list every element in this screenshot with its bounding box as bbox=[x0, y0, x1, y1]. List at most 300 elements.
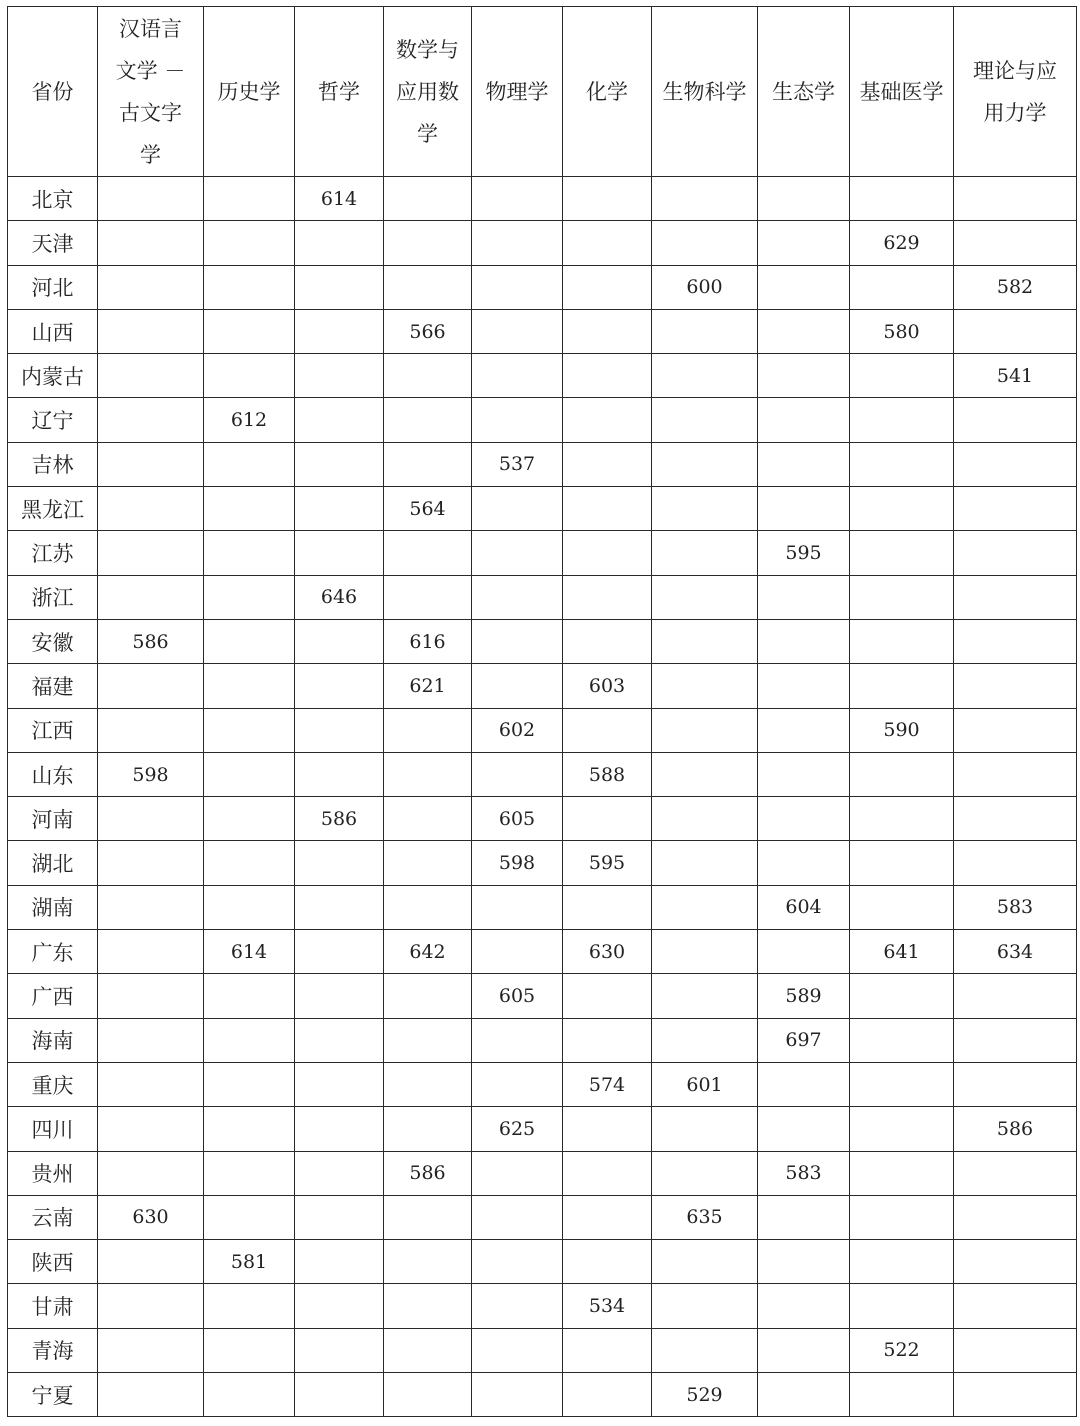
score-cell bbox=[295, 398, 384, 442]
table-row bbox=[8, 1328, 1077, 1372]
score-cell bbox=[295, 531, 384, 575]
score-cell bbox=[295, 708, 384, 752]
score-cell: 583 bbox=[758, 1151, 850, 1195]
score-cell bbox=[295, 974, 384, 1018]
score-cell bbox=[954, 487, 1077, 531]
score-cell bbox=[758, 664, 850, 708]
score-cell bbox=[850, 1284, 954, 1328]
score-cell bbox=[98, 1328, 204, 1372]
score-cell bbox=[954, 619, 1077, 663]
table-row bbox=[8, 354, 1077, 398]
score-cell bbox=[758, 930, 850, 974]
score-cell bbox=[563, 708, 652, 752]
score-cell bbox=[295, 841, 384, 885]
score-cell bbox=[98, 221, 204, 265]
score-cell: 603 bbox=[563, 664, 652, 708]
score-cell bbox=[204, 619, 295, 663]
score-cell bbox=[563, 1373, 652, 1417]
province-cell: 广西 bbox=[8, 974, 98, 1018]
score-cell bbox=[758, 1195, 850, 1239]
header-chinese-paleography bbox=[98, 7, 204, 177]
score-cell bbox=[384, 177, 472, 221]
table-row bbox=[8, 930, 1077, 974]
header-history bbox=[204, 7, 295, 177]
table-row bbox=[8, 221, 1077, 265]
header-line: 生态学 bbox=[772, 79, 835, 104]
score-cell bbox=[98, 885, 204, 929]
table-row bbox=[8, 797, 1077, 841]
score-cell bbox=[758, 797, 850, 841]
score-cell bbox=[652, 309, 758, 353]
table-row bbox=[8, 575, 1077, 619]
score-cell bbox=[472, 221, 563, 265]
score-cell bbox=[850, 487, 954, 531]
score-cell bbox=[384, 752, 472, 796]
score-cell: 537 bbox=[472, 442, 563, 486]
score-cell bbox=[204, 974, 295, 1018]
province-cell: 山西 bbox=[8, 309, 98, 353]
score-cell bbox=[384, 1107, 472, 1151]
header-line: 理论与应 bbox=[973, 58, 1057, 83]
score-cell bbox=[204, 885, 295, 929]
score-cell bbox=[563, 619, 652, 663]
score-cell bbox=[563, 487, 652, 531]
score-cell bbox=[98, 974, 204, 1018]
header-province bbox=[8, 7, 98, 177]
score-cell bbox=[563, 309, 652, 353]
score-cell bbox=[98, 841, 204, 885]
province-cell: 云南 bbox=[8, 1195, 98, 1239]
score-cell bbox=[384, 1373, 472, 1417]
table-row bbox=[8, 664, 1077, 708]
score-cell bbox=[954, 1151, 1077, 1195]
score-cell bbox=[758, 1107, 850, 1151]
province-cell: 安徽 bbox=[8, 619, 98, 663]
score-cell bbox=[563, 531, 652, 575]
score-cell bbox=[652, 930, 758, 974]
score-cell bbox=[850, 1151, 954, 1195]
score-cell bbox=[850, 841, 954, 885]
score-cell bbox=[850, 177, 954, 221]
score-cell bbox=[204, 752, 295, 796]
score-cell bbox=[954, 797, 1077, 841]
score-cell: 641 bbox=[850, 930, 954, 974]
score-cell bbox=[472, 1240, 563, 1284]
score-cell bbox=[204, 1195, 295, 1239]
score-cell bbox=[850, 531, 954, 575]
score-cell bbox=[295, 1151, 384, 1195]
score-cell bbox=[98, 1151, 204, 1195]
score-cell bbox=[384, 974, 472, 1018]
province-cell: 吉林 bbox=[8, 442, 98, 486]
score-cell bbox=[98, 1373, 204, 1417]
header-line: 生物科学 bbox=[662, 79, 747, 104]
score-cell: 589 bbox=[758, 974, 850, 1018]
score-cell bbox=[563, 354, 652, 398]
score-cell bbox=[98, 309, 204, 353]
score-cell: 574 bbox=[563, 1062, 652, 1106]
score-cell: 630 bbox=[98, 1195, 204, 1239]
score-cell bbox=[758, 177, 850, 221]
score-cell bbox=[850, 664, 954, 708]
score-cell: 522 bbox=[850, 1328, 954, 1372]
score-cell: 604 bbox=[758, 885, 850, 929]
header-province-line: 省份 bbox=[31, 79, 74, 104]
score-cell bbox=[563, 1018, 652, 1062]
score-cell bbox=[758, 1284, 850, 1328]
province-cell: 广东 bbox=[8, 930, 98, 974]
header-line: 古文字 bbox=[119, 100, 182, 125]
score-cell bbox=[850, 1107, 954, 1151]
score-cell bbox=[652, 1151, 758, 1195]
table-row bbox=[8, 1151, 1077, 1195]
score-cell bbox=[954, 1240, 1077, 1284]
score-cell bbox=[295, 1373, 384, 1417]
score-cell: 612 bbox=[204, 398, 295, 442]
score-cell: 566 bbox=[384, 309, 472, 353]
score-cell bbox=[563, 885, 652, 929]
header-line: 物理学 bbox=[485, 79, 549, 104]
score-cell bbox=[758, 354, 850, 398]
score-cell bbox=[295, 442, 384, 486]
score-cell: 586 bbox=[295, 797, 384, 841]
score-cell bbox=[652, 398, 758, 442]
score-cell: 583 bbox=[954, 885, 1077, 929]
table-row bbox=[8, 1240, 1077, 1284]
table-row bbox=[8, 885, 1077, 929]
score-cell: 600 bbox=[652, 265, 758, 309]
score-cell: 598 bbox=[98, 752, 204, 796]
score-cell bbox=[295, 1284, 384, 1328]
score-cell bbox=[563, 1151, 652, 1195]
score-cell bbox=[758, 619, 850, 663]
score-cell bbox=[954, 309, 1077, 353]
score-cell bbox=[295, 885, 384, 929]
score-cell bbox=[954, 398, 1077, 442]
score-cell bbox=[98, 177, 204, 221]
score-cell bbox=[954, 531, 1077, 575]
score-cell bbox=[98, 531, 204, 575]
header-physics bbox=[472, 7, 563, 177]
province-cell: 陕西 bbox=[8, 1240, 98, 1284]
score-cell: 635 bbox=[652, 1195, 758, 1239]
table-row bbox=[8, 619, 1077, 663]
score-cell bbox=[204, 354, 295, 398]
province-cell: 山东 bbox=[8, 752, 98, 796]
province-cell: 内蒙古 bbox=[8, 354, 98, 398]
score-cell bbox=[563, 265, 652, 309]
province-cell: 海南 bbox=[8, 1018, 98, 1062]
score-cell: 580 bbox=[850, 309, 954, 353]
header-chemistry bbox=[563, 7, 652, 177]
score-cell bbox=[204, 1062, 295, 1106]
score-cell: 646 bbox=[295, 575, 384, 619]
score-cell: 586 bbox=[954, 1107, 1077, 1151]
score-cell bbox=[850, 752, 954, 796]
score-cell bbox=[954, 752, 1077, 796]
header-ecology bbox=[758, 7, 850, 177]
score-cell bbox=[384, 1328, 472, 1372]
score-cell bbox=[954, 841, 1077, 885]
score-cell bbox=[954, 974, 1077, 1018]
score-cell bbox=[652, 1284, 758, 1328]
score-cell bbox=[204, 797, 295, 841]
score-cell bbox=[472, 487, 563, 531]
score-cell bbox=[384, 354, 472, 398]
score-cell bbox=[98, 664, 204, 708]
score-cell bbox=[295, 1107, 384, 1151]
score-cell: 642 bbox=[384, 930, 472, 974]
score-cell: 634 bbox=[954, 930, 1077, 974]
score-cell bbox=[954, 1062, 1077, 1106]
score-cell bbox=[850, 575, 954, 619]
score-cell bbox=[295, 309, 384, 353]
score-cell bbox=[850, 1195, 954, 1239]
score-cell bbox=[204, 177, 295, 221]
score-cell bbox=[204, 1284, 295, 1328]
score-cell bbox=[563, 177, 652, 221]
score-cell bbox=[758, 398, 850, 442]
score-cell bbox=[563, 575, 652, 619]
score-cell bbox=[384, 398, 472, 442]
score-cell bbox=[652, 974, 758, 1018]
header-basic-medicine bbox=[850, 7, 954, 177]
score-cell bbox=[758, 309, 850, 353]
table-row bbox=[8, 265, 1077, 309]
score-cell bbox=[850, 797, 954, 841]
score-cell bbox=[652, 575, 758, 619]
score-cell bbox=[954, 1018, 1077, 1062]
header-line: 汉语言 bbox=[119, 16, 182, 41]
score-cell bbox=[652, 885, 758, 929]
province-cell: 四川 bbox=[8, 1107, 98, 1151]
province-cell: 黑龙江 bbox=[8, 487, 98, 531]
score-cell bbox=[850, 1062, 954, 1106]
score-cell: 564 bbox=[384, 487, 472, 531]
score-cell bbox=[295, 1018, 384, 1062]
header-line: 数学与 bbox=[396, 37, 459, 62]
score-cell: 601 bbox=[652, 1062, 758, 1106]
score-cell bbox=[98, 354, 204, 398]
score-cell bbox=[563, 442, 652, 486]
score-cell bbox=[472, 531, 563, 575]
score-cell bbox=[758, 841, 850, 885]
score-cell bbox=[563, 1195, 652, 1239]
score-cell bbox=[295, 1062, 384, 1106]
score-cell bbox=[204, 1373, 295, 1417]
score-cell bbox=[652, 797, 758, 841]
score-cell bbox=[758, 1373, 850, 1417]
header-mechanics bbox=[954, 7, 1077, 177]
score-cell bbox=[652, 442, 758, 486]
score-cell bbox=[850, 354, 954, 398]
score-cell bbox=[472, 309, 563, 353]
header-row bbox=[8, 7, 1077, 177]
score-cell bbox=[652, 1018, 758, 1062]
score-cell bbox=[758, 487, 850, 531]
score-cell bbox=[652, 1107, 758, 1151]
province-cell: 宁夏 bbox=[8, 1373, 98, 1417]
score-cell bbox=[652, 841, 758, 885]
score-cell bbox=[850, 619, 954, 663]
score-cell bbox=[384, 1284, 472, 1328]
score-cell bbox=[384, 1062, 472, 1106]
table-row bbox=[8, 398, 1077, 442]
score-cell bbox=[98, 708, 204, 752]
score-cell bbox=[384, 797, 472, 841]
header-philosophy bbox=[295, 7, 384, 177]
admission-score-table bbox=[7, 6, 1077, 1417]
score-cell: 629 bbox=[850, 221, 954, 265]
header-line: 学 bbox=[417, 121, 438, 146]
score-cell bbox=[472, 1373, 563, 1417]
score-cell bbox=[472, 752, 563, 796]
score-cell bbox=[472, 575, 563, 619]
province-cell: 重庆 bbox=[8, 1062, 98, 1106]
score-cell bbox=[563, 1328, 652, 1372]
score-cell bbox=[384, 708, 472, 752]
score-cell: 616 bbox=[384, 619, 472, 663]
score-cell bbox=[563, 797, 652, 841]
score-cell bbox=[98, 398, 204, 442]
table-row bbox=[8, 177, 1077, 221]
score-cell bbox=[295, 487, 384, 531]
score-cell bbox=[98, 1062, 204, 1106]
score-cell bbox=[758, 442, 850, 486]
score-cell: 598 bbox=[472, 841, 563, 885]
score-cell bbox=[954, 1373, 1077, 1417]
score-cell bbox=[204, 1328, 295, 1372]
header-line: 用力学 bbox=[983, 100, 1047, 125]
score-cell bbox=[204, 309, 295, 353]
score-cell bbox=[472, 1151, 563, 1195]
score-cell bbox=[204, 265, 295, 309]
score-cell bbox=[758, 575, 850, 619]
score-cell bbox=[98, 487, 204, 531]
score-cell bbox=[652, 664, 758, 708]
score-cell: 586 bbox=[98, 619, 204, 663]
header-line: 文学 － bbox=[115, 58, 186, 83]
score-cell: 595 bbox=[758, 531, 850, 575]
table-row bbox=[8, 442, 1077, 486]
score-cell bbox=[384, 1195, 472, 1239]
score-cell bbox=[850, 265, 954, 309]
score-cell bbox=[954, 708, 1077, 752]
score-cell bbox=[954, 442, 1077, 486]
score-cell: 697 bbox=[758, 1018, 850, 1062]
score-cell: 581 bbox=[204, 1240, 295, 1284]
score-cell bbox=[954, 1195, 1077, 1239]
score-cell bbox=[384, 1240, 472, 1284]
header-line: 基础医学 bbox=[859, 79, 944, 104]
score-cell bbox=[652, 221, 758, 265]
score-cell bbox=[98, 797, 204, 841]
province-cell: 甘肃 bbox=[8, 1284, 98, 1328]
score-cell: 602 bbox=[472, 708, 563, 752]
table-row bbox=[8, 1284, 1077, 1328]
score-cell bbox=[652, 1328, 758, 1372]
header-line: 历史学 bbox=[217, 79, 281, 104]
province-cell: 天津 bbox=[8, 221, 98, 265]
score-cell bbox=[384, 575, 472, 619]
score-cell: 614 bbox=[295, 177, 384, 221]
score-cell bbox=[472, 1062, 563, 1106]
table-row bbox=[8, 531, 1077, 575]
province-cell: 青海 bbox=[8, 1328, 98, 1372]
province-cell: 河北 bbox=[8, 265, 98, 309]
score-cell bbox=[758, 752, 850, 796]
score-cell: 588 bbox=[563, 752, 652, 796]
score-cell bbox=[850, 974, 954, 1018]
score-cell: 595 bbox=[563, 841, 652, 885]
province-cell: 辽宁 bbox=[8, 398, 98, 442]
province-cell: 贵州 bbox=[8, 1151, 98, 1195]
header-line: 哲学 bbox=[318, 79, 360, 104]
score-cell bbox=[384, 841, 472, 885]
score-cell bbox=[652, 177, 758, 221]
score-cell bbox=[98, 1018, 204, 1062]
score-cell bbox=[758, 1328, 850, 1372]
score-cell bbox=[472, 1195, 563, 1239]
table-row bbox=[8, 708, 1077, 752]
table-row bbox=[8, 752, 1077, 796]
score-cell bbox=[98, 442, 204, 486]
score-cell bbox=[850, 1240, 954, 1284]
score-cell bbox=[384, 531, 472, 575]
score-cell bbox=[563, 1240, 652, 1284]
province-cell: 福建 bbox=[8, 664, 98, 708]
score-cell bbox=[954, 221, 1077, 265]
score-cell bbox=[204, 487, 295, 531]
score-cell: 534 bbox=[563, 1284, 652, 1328]
score-cell bbox=[295, 1328, 384, 1372]
score-cell bbox=[954, 664, 1077, 708]
score-cell bbox=[204, 575, 295, 619]
score-cell bbox=[204, 1018, 295, 1062]
score-cell: 586 bbox=[384, 1151, 472, 1195]
province-cell: 北京 bbox=[8, 177, 98, 221]
score-cell: 590 bbox=[850, 708, 954, 752]
score-cell bbox=[652, 1240, 758, 1284]
score-cell bbox=[563, 221, 652, 265]
score-cell: 614 bbox=[204, 930, 295, 974]
score-cell: 582 bbox=[954, 265, 1077, 309]
score-cell bbox=[384, 442, 472, 486]
score-cell bbox=[472, 930, 563, 974]
score-cell bbox=[652, 619, 758, 663]
score-cell: 630 bbox=[563, 930, 652, 974]
table-row bbox=[8, 1018, 1077, 1062]
score-cell bbox=[204, 442, 295, 486]
score-cell bbox=[295, 1195, 384, 1239]
score-cell bbox=[295, 619, 384, 663]
score-cell bbox=[98, 1240, 204, 1284]
score-cell bbox=[204, 708, 295, 752]
score-cell: 605 bbox=[472, 797, 563, 841]
score-cell bbox=[204, 221, 295, 265]
score-cell bbox=[850, 1373, 954, 1417]
province-cell: 河南 bbox=[8, 797, 98, 841]
score-cell bbox=[652, 354, 758, 398]
score-cell bbox=[204, 664, 295, 708]
header-line: 学 bbox=[140, 142, 161, 167]
score-cell bbox=[295, 1240, 384, 1284]
score-cell bbox=[98, 575, 204, 619]
score-cell bbox=[758, 708, 850, 752]
score-cell bbox=[850, 442, 954, 486]
score-cell bbox=[295, 354, 384, 398]
score-cell bbox=[98, 1107, 204, 1151]
